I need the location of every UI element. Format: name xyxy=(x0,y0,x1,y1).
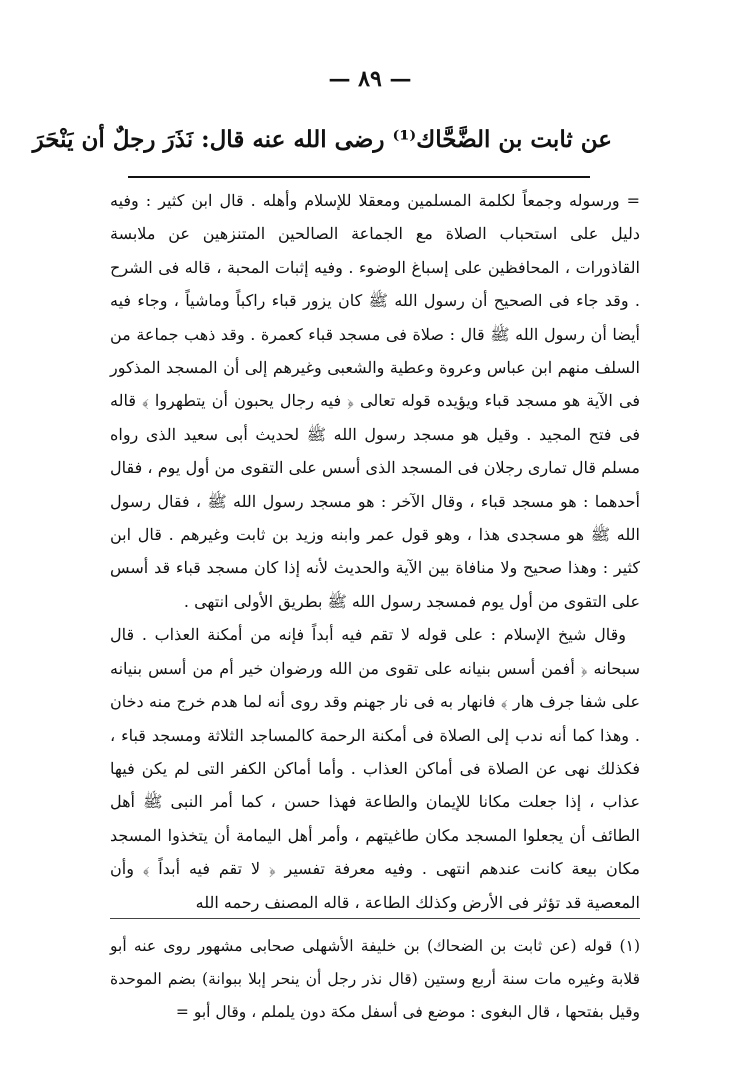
page-number: — ٨٩ — xyxy=(328,66,412,92)
footnote-text: (١) قوله (عن ثابت بن الضحاك) بن خليفة الأشهلى صحابى مشهور روى عنه أبو قلابة وغيره مات سنة أربع وستين (قال نذر رجل أن ينحر إبلا ببوانة) بضم الموحدة وقيل بفتحها ، قال البغوى : موضع فى أسفل مكة دون يلملم ، وقال أبو = xyxy=(110,937,640,1021)
main-text xyxy=(110,184,640,919)
heading-divider xyxy=(128,176,590,178)
paragraph: = ورسوله وجمعاً لكلمة المسلمين ومعقلا للإسلام وأهله . قال ابن كثير : وفيه دليل على استحباب الصلاة مع الجماعة الصالحين المتنزهين عن ملابسة القاذورات ، المحافظين على إسباغ الوضوء . وفيه إثبات المحبة ، قاله فى الشرح . وقد جاء فى الصحيح أن رسول الله ﷺ كان يزور قباء راكباً وماشياً ، وجاء فيه أيضا أن رسول الله ﷺ قال : صلاة فى مسجد قباء كعمرة . وقد ذهب جماعة من السلف منهم ابن عباس وعروة وعطية والشعبى وغيرهم إلى أن المسجد المذكور فى الآية هو مسجد قباء ويؤيده قوله تعالى ﴿ فيه رجال يحبون أن يتطهروا ﴾ قاله فى فتح المجيد . وقيل هو مسجد رسول الله ﷺ لحديث أبى سعيد الذى رواه مسلم قال تمارى رجلان فى المسجد الذى أسس على التقوى من أول يوم ، فقال أحدهما : هو مسجد قباء ، وقال الآخر : هو مسجد رسول الله ﷺ ، فقال رسول الله ﷺ هو مسجدى هذا ، وهو قول عمر وابنه وزيد بن ثابت وغيرهم . قال ابن كثير : وهذا صحيح ولا منافاة بين الآية والحديث لأنه إذا كان مسجد قباء قد أسس على التقوى من أول يوم فمسجد رسول الله ﷺ بطريق الأولى انتهى . xyxy=(110,191,640,611)
chapter-heading: عن ثابت بن الضَّحَّاك⁽¹⁾ رضى الله عنه قال: نَذَرَ رجلٌ أن يَنْحَرَ xyxy=(32,126,612,153)
footnote-divider xyxy=(110,918,640,919)
paragraph: وقال شيخ الإسلام : على قوله لا تقم فيه أبداً فإنه من أمكنة العذاب . قال سبحانه ﴿ أفمن أسس بنيانه على تقوى من الله ورضوان خير أم من أسس بنيانه على شفا جرف هار ﴾ فانهار به فى نار جهنم وقد روى أنه لما هدم خرج منه دخان . وهذا كما أنه ندب إلى الصلاة فى أمكنة الرحمة كالمساجد الثلاثة ومسجد قباء ، فكذلك نهى عن الصلاة فى أماكن العذاب . وأما أماكن الكفر التى لم يكن فيها عذاب ، إذا جعلت مكانا للإيمان والطاعة فهذا حسن ، كما أمر النبى ﷺ أهل الطائف أن يجعلوا المسجد مكان طاغيتهم ، وأمر أهل اليمامة أن يتخذوا المسجد مكان بيعة كانت عندهم انتهى . وفيه معرفة تفسير ﴿ لا تقم فيه أبداً ﴾ وأن المعصية قد تؤثر فى الأرض وكذلك الطاعة ، قاله المصنف رحمه الله xyxy=(110,625,640,912)
footnote xyxy=(110,930,640,1029)
